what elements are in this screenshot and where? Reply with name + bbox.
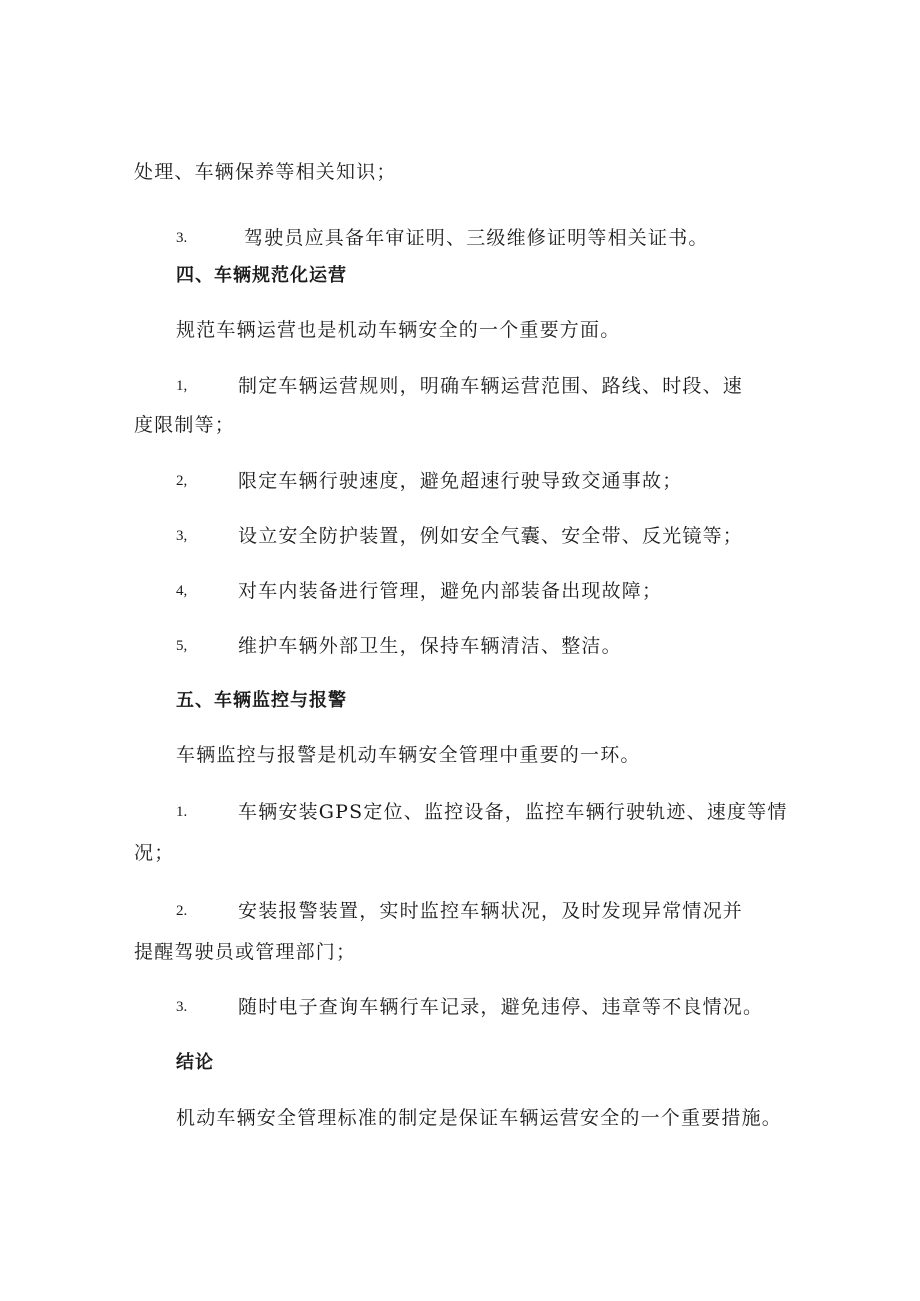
list-item-text: 制定车辆运营规则，明确车辆运营范围、路线、时段、速 [238,375,744,397]
list-item-text: 设立安全防护装置，例如安全气囊、安全带、反光镜等； [238,525,744,547]
list-item-continuation: 提醒驾驶员或管理部门； [134,941,357,963]
conclusion-heading: 结论 [176,1052,214,1073]
list-item-number: 3, [176,528,188,544]
list-item-text: 安装报警装置，实时监控车辆状况，及时发现异常情况并 [238,900,744,922]
list-item-continuation: 度限制等； [134,414,236,436]
continuation-line: 处理、车辆保养等相关知识； [134,161,397,183]
list-item-number: 3. [176,230,188,246]
list-item-number: 2. [176,903,188,919]
section-heading: 四、车辆规范化运营 [176,265,347,286]
list-item-text: 对车内装备进行管理，避免内部装备出现故障； [238,580,663,602]
list-item-number: 3. [176,999,188,1015]
list-item-number: 1, [176,378,188,394]
list-item-number: 1. [176,804,188,820]
list-item-text: 维护车辆外部卫生，保持车辆清洁、整洁。 [238,635,622,657]
list-item-continuation: 况； [134,842,175,864]
list-item-text: 车辆安装GPS定位、监控设备，监控车辆行驶轨迹、速度等情 [238,801,788,823]
section-intro: 规范车辆运营也是机动车辆安全的一个重要方面。 [176,319,621,341]
list-item-text: 随时电子查询车辆行车记录，避免违停、违章等不良情况。 [238,996,764,1018]
section-heading: 五、车辆监控与报警 [176,690,347,711]
list-item-text: 驾驶员应具备年审证明、三级维修证明等相关证书。 [244,227,709,249]
list-item-number: 2, [176,473,188,489]
conclusion-text: 机动车辆安全管理标准的制定是保证车辆运营安全的一个重要措施。 [176,1107,783,1129]
list-item-number: 5, [176,638,188,654]
list-item-number: 4, [176,583,188,599]
list-item-text: 限定车辆行驶速度，避免超速行驶导致交通事故； [238,470,683,492]
section-intro: 车辆监控与报警是机动车辆安全管理中重要的一环。 [176,744,641,766]
